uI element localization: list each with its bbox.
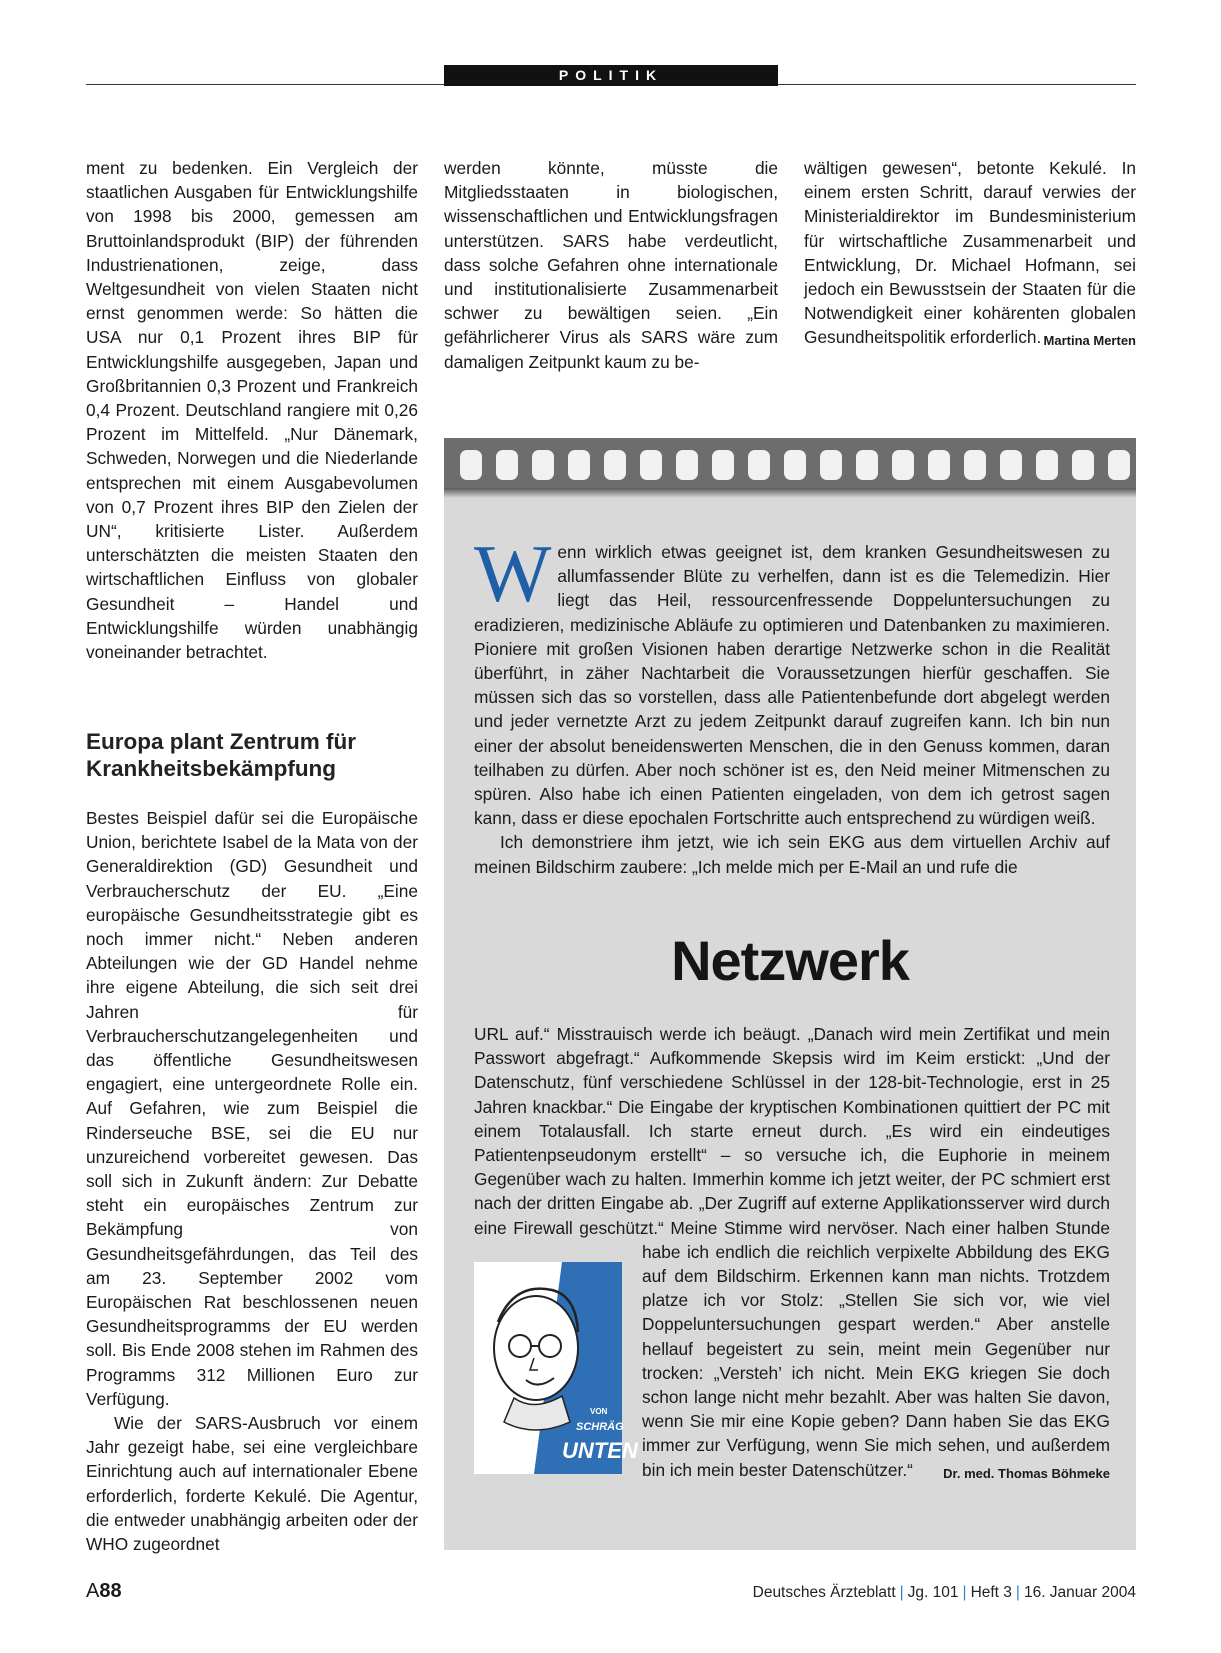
box-paragraph-1 — [474, 528, 1110, 830]
column-box — [444, 438, 1136, 1550]
column-title: Netzwerk — [671, 929, 909, 992]
logo-text-unten: UNTEN — [562, 1438, 638, 1463]
col1-paragraph: ment zu bedenken. Ein Vergleich der staatlichen Ausgaben für Entwicklungshilfe von 1998 bis 2000, gemessen am Bruttoinlandsprodukt (BIP) der führenden Industrienationen, zeige, dass Weltgesundheit von vielen Staaten nicht ernst genommen werde: So hätten die USA nur 0,1 Prozent ihres BIP für Entwicklungshilfe ausgegeben, Japan und Großbritannien 0,3 Prozent und Frankreich 0,4 Prozent. Deutschland rangiere mit 0,26 Prozent im Mittelfeld. „Nur Dänemark, Schweden, Norwegen und die Niederlande entsprechen mit einem Ausgabevolumen von 0,7 Prozent ihres BIP den Zielen der UN“, kritisierte Lister. Außerdem unterschätzten die meisten Staaten den wirtschaftlichen Einfluss von globaler Gesundheit – Handel und Entwicklungshilfe würden unabhängig voneinander betrachtet. — [86, 158, 418, 663]
drop-cap: W — [474, 528, 552, 619]
logo-text-schraeg: SCHRÄG — [576, 1421, 624, 1433]
box-paragraph-3-text: URL auf.“ Misstrauisch werde ich beäugt. „Danach wird mein Zertifikat und mein Passwort abgefragt.“ Aufkommende Skepsis wird im Keim erstickt: „Und der Datenschutz, fünf verschiedene Schlüssel in der 128-bit-Technologie, erst in 25 Jahren knackbar.“ Die Eingabe der kryptischen Kombinationen quittiert der PC mit einem Totalausfall. Ich starte erneut durch. „Es wird ein eindeutiges Patientenpseudonym erstellt“ – so versuche ich, die Euphorie in meinem Gegenüber wach zu halten. Immerhin komme ich jetzt weiter, der PC schmiert erst nach der dritten Eingabe ab. „Der Zugriff auf externe Applikationsserver wird durch eine Firewall geschützt.“ Meine Stimme wird nervöser. Nach einer halben Stunde habe ich endlich die reichlich verpixelte Abbildung des EKG auf dem Bildschirm. Erkennen kann man nichts. Trotzdem platze ich vor Stolz: „Stellen Sie sich vor, wie viel Doppeluntersuchungen gespart werden.“ Aber anstelle hellauf begeistert zu sein, meint mein Gegenüber nur trocken: „Versteh’ ich nicht. Mein EKG kriegen Sie doch schon lange nicht mehr bezahlt. Aber was halten Sie davon, wenn Sie mir eine Kopie geben? Dann haben Sie das EKG immer zur Verfügung, wenn Sie mich sehen, und außerdem bin ich mein bester Datenschützer.“ — [474, 1024, 1110, 1480]
column-1-continued — [86, 806, 418, 1556]
page-number — [86, 1580, 122, 1603]
footer-citation: Deutsches Ärzteblatt | Jg. 101 | Heft 3 | 16. Januar 2004 — [752, 1584, 1136, 1601]
logo-text-von: VON — [590, 1407, 608, 1416]
journal-date: 16. Januar 2004 — [1023, 1584, 1136, 1601]
column-2 — [444, 156, 778, 374]
col3-paragraph — [804, 156, 1136, 350]
author-byline: Martina Merten — [1043, 333, 1136, 349]
page-prefix: A — [86, 1580, 100, 1602]
page-number-value: 88 — [99, 1580, 122, 1602]
caricature-logo — [474, 1262, 638, 1474]
col1-paragraph-2: Bestes Beispiel dafür sei die Europäische Union, berichtete Isabel de la Mata von der Generaldirektion (GD) Gesundheit und Verbraucherschutz der EU. „Eine europäische Gesundheitsstrategie gibt es noch immer nicht.“ Neben anderen Abteilungen wie der GD Handel nehme ihre eigene Abteilung, die sich seit drei Jahren für Verbraucherschutzangelegenheiten und das öffentliche Gesundheitswesen engagiert, eine untergeordnete Rolle ein. Auf Gefahren, wie zum Beispiel die Rinderseuche BSE, sei die EU nur unzureichend vorbereitet gewesen. Das soll sich in Zukunft ändern: Zur Debatte steht ein europäisches Zentrum zur Bekämpfung von Gesundheitsgefährdungen, das Teil des am 23. September 2002 vom Europäischen Rat beschlossenen neuen Gesundheitsprogramms der EU werden soll. Bis Ende 2008 stehen im Rahmen des Programms 312 Millionen Euro zur Verfügung. — [86, 808, 418, 1409]
box-paragraph-1-text: enn wirklich etwas geeignet ist, dem kranken Gesundheitswesen zu allumfassender Blüte zu verhelfen, dann ist es die Telemedizin. Hier liegt das Heil, ressourcenfressende Doppeluntersuchungen zu eradizieren, medizinische Abläufe zu optimieren und Datenbanken zu maximieren. Pioniere mit großen Visionen haben derartige Netzwerke schon in die Realität überführt, in zäher Nachtarbeit die Voraussetzungen hierfür geschaffen. Sie müssen sich das so vorstellen, dass alle Patientenbefunde dort abgelegt werden und jeder vernetzte Arzt zu jedem Zeitpunkt darauf zugreifen kann. Ich bin nun einer der absolut beneidenswerten Menschen, die in den Genuss kommen, daran teilhaben zu dürfen. Aber noch schöner ist es, den Neid meiner Mitmenschen zu spüren. Also habe ich einen Patienten eingeladen, von dem ich getrost sagen kann, dass er diese epochalen Fortschritte auch entsprechend zu würdigen weiß. — [474, 542, 1110, 829]
column-3 — [804, 156, 1136, 354]
column-1 — [86, 156, 418, 664]
journal-issue: Heft 3 — [970, 1584, 1012, 1601]
filmstrip-decoration — [444, 438, 1136, 496]
section-label: POLITIK — [444, 65, 778, 86]
box-text-top — [474, 528, 1110, 879]
col2-paragraph: werden könnte, müsste die Mitgliedsstaaten in biologischen, wissenschaftlichen und Entwicklungsfragen unterstützen. SARS habe verdeutlicht, dass solche Gefahren ohne internationale und institutionalisierte Zusammenarbeit schwer zu bewältigen seien. „Ein gefährlicherer Virus als SARS wäre zum damaligen Zeitpunkt kaum zu be- — [444, 158, 778, 372]
box-author: Dr. med. Thomas Böhmeke — [943, 1465, 1110, 1481]
subheading: Europa plant Zentrum für Krankheitsbekämpfung — [86, 729, 356, 781]
journal-name: Deutsches Ärzteblatt — [752, 1584, 896, 1601]
journal-volume: Jg. 101 — [907, 1584, 959, 1601]
col3-text: wältigen gewesen“, betonte Kekulé. In einem ersten Schritt, darauf verwies der Ministerialdirektor im Bundesministerium für wirtschaftliche Zusammenarbeit und Entwicklung, Dr. Michael Hofmann, sei jedoch ein Bewusstsein der Staaten für die Notwendigkeit einer kohärenten globalen Gesundheitspolitik erforderlich. — [804, 158, 1136, 348]
col1-paragraph-3: Wie der SARS-Ausbruch vor einem Jahr gezeigt habe, sei eine vergleichbare Einrichtung auch auf internationaler Ebene erforderlich, forderte Kekulé. Die Agentur, die entweder unabhängig arbeiten oder der WHO zugeordnet — [86, 1413, 418, 1555]
box-paragraph-2: Ich demonstriere ihm jetzt, wie ich sein EKG aus dem virtuellen Archiv auf meinen Bildschirm zaubere: „Ich melde mich per E-Mail an und rufe die — [474, 832, 1110, 877]
